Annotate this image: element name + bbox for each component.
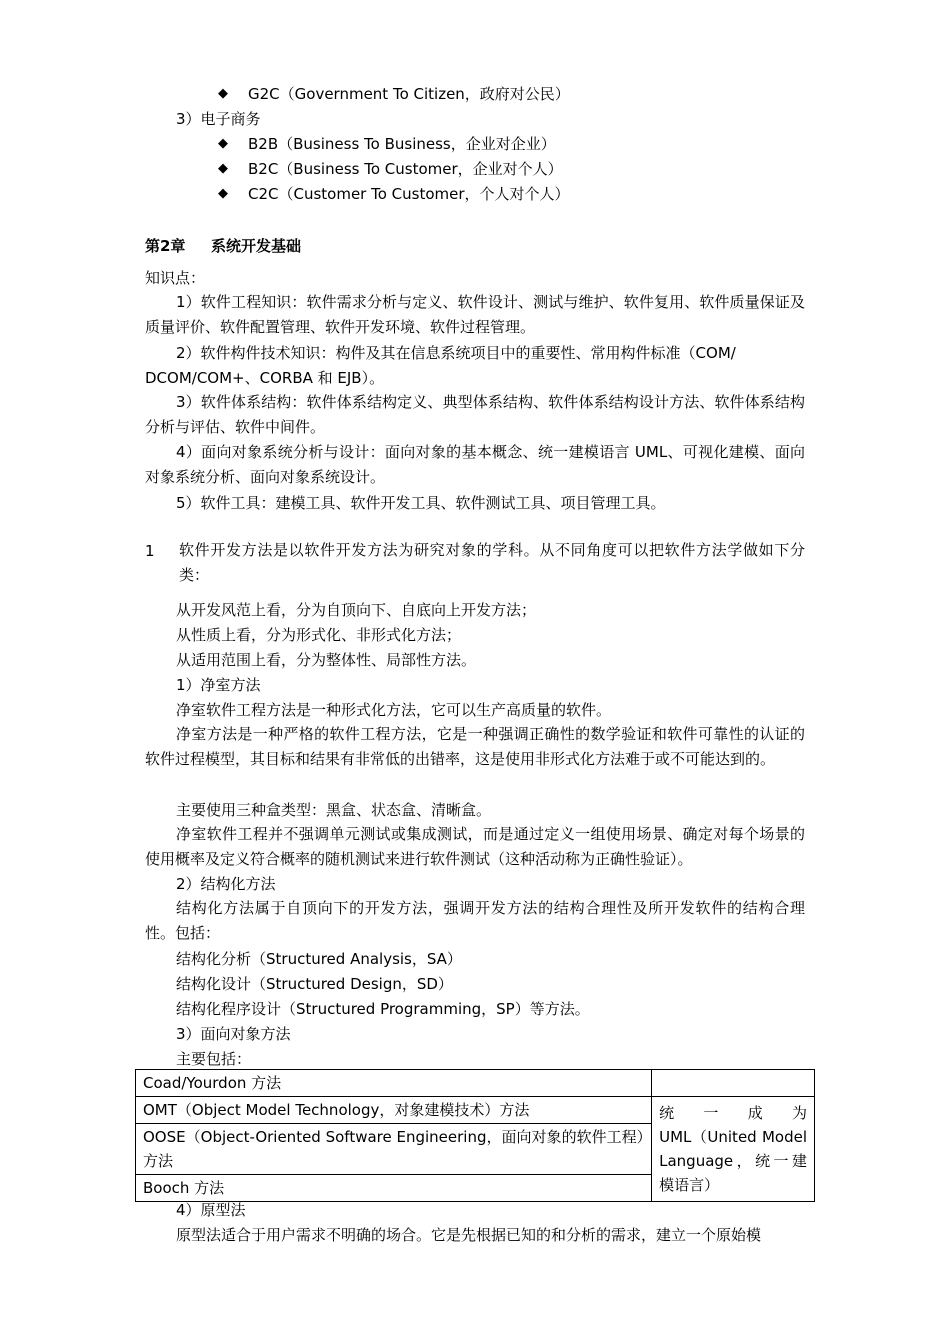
section-number: 1 [145, 542, 155, 560]
diamond-bullet-icon: ◆ [218, 136, 228, 151]
method-2-item-1: 结构化分析（Structured Analysis，SA） [176, 950, 462, 968]
method-2-title: 2）结构化方法 [176, 875, 276, 893]
method-1-paragraph-2: 净室方法是一种严格的软件工程方法，它是一种强调正确性的数学验证和软件可靠性的认证的软件过程模型，其目标和结果有非常低的出错率，这是使用非形式化方法难于或不可能达到的。 [145, 725, 805, 768]
diamond-bullet-icon: ◆ [218, 86, 228, 101]
table-cell: Booch 方法 [136, 1175, 652, 1202]
classification-3: 从适用范围上看，分为整体性、局部性方法。 [176, 651, 477, 669]
unify-word: 统 [659, 1104, 675, 1122]
knowledge-paragraph-3: 3）软件体系结构：软件体系结构定义、典型体系结构、软件体系结构设计方法、软件体系结构分析与评估、软件中间件。 [145, 393, 805, 436]
unify-word: 为 [791, 1104, 807, 1122]
table-row [136, 1097, 815, 1124]
knowledge-label: 知识点： [145, 269, 206, 287]
table-cell: OMT（Object Model Technology，对象建模技术）方法 [136, 1097, 652, 1124]
method-2-paragraph-1: 结构化方法属于自顶向下的开发方法，强调开发方法的结构合理性及所开发软件的结构合理性。包括： [145, 899, 805, 942]
method-1-paragraph-3: 主要使用三种盒类型：黑盒、状态盒、清晰盒。 [176, 801, 492, 819]
method-1-title: 1）净室方法 [176, 676, 261, 694]
uml-description: UML（United Model Language，统一建模语言） [659, 1128, 807, 1194]
unify-words [659, 1101, 807, 1125]
method-1-paragraph-1: 净室软件工程方法是一种形式化方法，它可以生产高质量的软件。 [176, 701, 612, 719]
section-intro: 软件开发方法是以软件开发方法为研究对象的学科。从不同角度可以把软件方法学做如下分类： [179, 541, 805, 584]
knowledge-paragraph-5: 5）软件工具：建模工具、软件开发工具、软件测试工具、项目管理工具。 [176, 494, 666, 512]
bullet-text: B2C（Business To Customer，企业对个人） [248, 160, 563, 178]
table-cell: Coad/Yourdon 方法 [136, 1070, 652, 1097]
table-row [136, 1070, 815, 1097]
chapter-number: 第2章 [145, 237, 186, 255]
ecommerce-heading: 3）电子商务 [176, 110, 261, 128]
unify-word: 成 [747, 1104, 763, 1122]
method-1-paragraph-4: 净室软件工程并不强调单元测试或集成测试，而是通过定义一组使用场景、确定对每个场景的使用概率及定义符合概率的随机测试来进行软件测试（这种活动称为正确性验证）。 [145, 825, 805, 868]
bullet-text: C2C（Customer To Customer，个人对个人） [248, 185, 570, 203]
method-4-paragraph-1: 原型法适合于用户需求不明确的场合。它是先根据已知的和分析的需求，建立一个原始模 [176, 1226, 762, 1244]
table-cell-empty [652, 1070, 815, 1097]
chapter-title: 系统开发基础 [211, 237, 302, 255]
knowledge-paragraph-4: 4）面向对象系统分析与设计：面向对象的基本概念、统一建模语言 UML、可视化建模、面向对象系统分析、面向对象系统设计。 [145, 443, 805, 486]
method-4-title: 4）原型法 [176, 1201, 246, 1219]
table-cell: OOSE（Object-Oriented Software Engineering，面向对象的软件工程）方法 [136, 1124, 652, 1175]
diamond-bullet-icon: ◆ [218, 186, 228, 201]
oo-methods-table [135, 1069, 815, 1202]
bullet-text: G2C（Government To Citizen，政府对公民） [248, 85, 570, 103]
method-2-item-2: 结构化设计（Structured Design，SD） [176, 975, 453, 993]
method-3-paragraph-1: 主要包括： [176, 1050, 252, 1068]
classification-2: 从性质上看，分为形式化、非形式化方法； [176, 626, 462, 644]
knowledge-paragraph-2b: DCOM/COM+、CORBA 和 EJB）。 [145, 369, 385, 387]
unify-word: 一 [703, 1104, 719, 1122]
classification-1: 从开发风范上看，分为自顶向下、自底向上开发方法； [176, 601, 537, 619]
knowledge-paragraph-1: 1）软件工程知识：软件需求分析与定义、软件设计、测试与维护、软件复用、软件质量保证及质量评价、软件配置管理、软件开发环境、软件过程管理。 [145, 293, 805, 336]
diamond-bullet-icon: ◆ [218, 161, 228, 176]
bullet-text: B2B（Business To Business，企业对企业） [248, 135, 556, 153]
method-3-title: 3）面向对象方法 [176, 1025, 291, 1043]
knowledge-paragraph-2a: 2）软件构件技术知识：构件及其在信息系统项目中的重要性、常用构件标准（COM/ [176, 344, 736, 362]
table-merged-cell [652, 1097, 815, 1202]
method-2-item-3: 结构化程序设计（Structured Programming，SP）等方法。 [176, 1000, 590, 1018]
